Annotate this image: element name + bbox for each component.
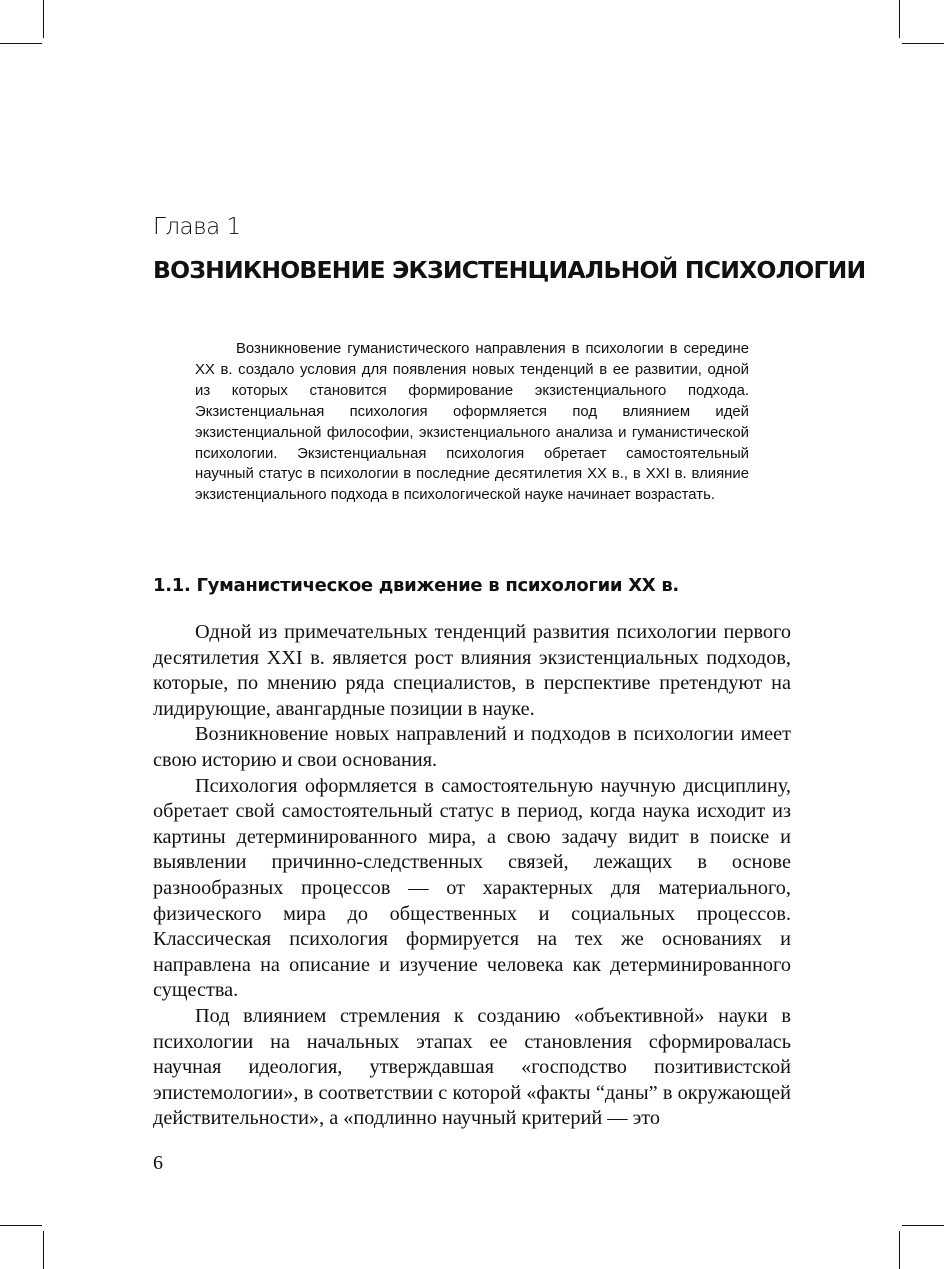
paragraph: Под влиянием стремления к созданию «объективной» науки в психологии на начальных этапах ее становления сформировалась научная идеология, утверждавшая «господство позитивистской эпистемологии», в соответствии с которой «факты “даны” в окружающей действительности», а «подлинно научный критерий — это [153, 1004, 791, 1130]
crop-mark-top-left [0, 43, 42, 44]
crop-mark-bottom-right [902, 1225, 944, 1226]
page-number: 6 [153, 1152, 163, 1174]
crop-mark-bottom-left [43, 1231, 44, 1269]
paragraph: Психология оформляется в самостоятельную научную дисциплину, обретает свой самостоятельный статус в период, когда наука исходит из картины детерминированного мира, а свою задачу видит в поиске и выявлении причинно-следственных связей, лежащих в основе разнообразных процессов — от характерных для материального, физического мира до общественных и социальных процессов. Классическая психология формируется на тех же основаниях и направлена на описание и изучение человека как детерминированного существа. [153, 774, 791, 1002]
crop-mark-top-right [902, 43, 944, 44]
section-heading: 1.1. Гуманистическое движение в психологии XX в. [153, 575, 679, 596]
crop-mark-top-left [43, 0, 44, 38]
body-text [153, 620, 791, 1132]
crop-mark-bottom-left [0, 1225, 42, 1226]
paragraph: Одной из примечательных тенденций развития психологии первого десятилетия XXI в. является рост влияния экзистенциальных подходов, которые, по мнению ряда специалистов, в перспективе претендуют на лидирующие, авангардные позиции в науке. [153, 621, 791, 720]
crop-mark-top-right [899, 0, 900, 38]
paragraph: Возникновение новых направлений и подходов в психологии имеет свою историю и свои основания. [153, 723, 791, 771]
chapter-abstract: Возникновение гуманистического направления в психологии в середине XX в. создало условия для появления новых тенденций в ее развитии, одной из которых становится формирование экзистенциального подхода. Экзистенциальная психология оформляется под влиянием идей экзистенциальной философии, экзистенциального анализа и гуманистической психологии. Экзистенциальная психология обретает самостоятельный научный статус в психологии в последние десятилетия XX в., в XXI в. влияние экзистенциального подхода в психологической науке начинает возрастать. [195, 341, 749, 504]
chapter-title: ВОЗНИКНОВЕНИЕ ЭКЗИСТЕНЦИАЛЬНОЙ ПСИХОЛОГИИ [153, 256, 866, 284]
crop-mark-bottom-right [899, 1231, 900, 1269]
chapter-label: Глава 1 [153, 214, 241, 240]
